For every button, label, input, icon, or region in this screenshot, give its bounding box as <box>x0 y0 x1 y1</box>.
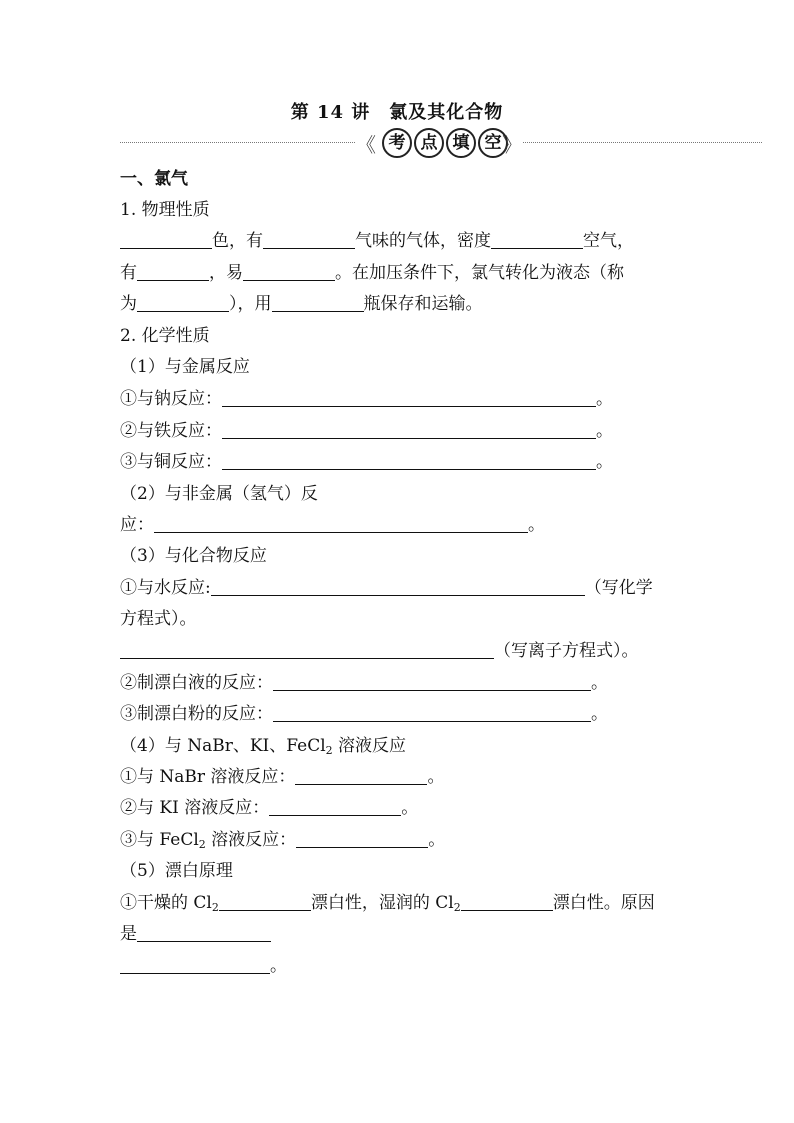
item-heading: （5）漂白原理 <box>120 861 233 881</box>
fill-blank[interactable] <box>137 923 271 942</box>
banner-char: 填 <box>446 128 476 158</box>
text-line: 应： 。 <box>120 515 545 535</box>
banner-rule-left <box>120 142 355 143</box>
text-line: ②制漂白液的反应： 。 <box>120 673 608 693</box>
fill-blank[interactable] <box>243 262 335 281</box>
banner-char: 考 <box>382 128 412 158</box>
banner-label <box>382 128 510 158</box>
text-line: ③制漂白粉的反应： 。 <box>120 704 608 724</box>
item-heading: （1）与金属反应 <box>120 357 250 377</box>
fill-blank[interactable] <box>491 230 583 249</box>
fill-blank[interactable] <box>272 293 364 312</box>
text-line: 为 ），用 瓶保存和运输。 <box>120 294 483 314</box>
banner-char: 空 <box>478 128 508 158</box>
text-line: ①与水反应: （写化学 <box>120 578 653 598</box>
fill-blank[interactable] <box>263 230 355 249</box>
fill-blank[interactable] <box>296 829 428 848</box>
fill-blank[interactable] <box>154 514 528 533</box>
fill-blank[interactable] <box>137 262 209 281</box>
item-heading: （2）与非金属（氢气）反 <box>120 484 318 504</box>
fill-blank[interactable] <box>222 388 596 407</box>
item-heading: （3）与化合物反应 <box>120 546 267 566</box>
text-line: （写离子方程式）。 <box>120 640 639 662</box>
text-line: 有 ，易 。在加压条件下，氯气转化为液态（称 <box>120 263 624 283</box>
text-line: ①干燥的 $Cl_2$ 漂白性，湿润的 $Cl_2$ 漂白性。原因 <box>120 893 655 914</box>
text-line: ①与钠反应： 。 <box>120 389 613 409</box>
text-line: ②与铁反应： 。 <box>120 421 613 441</box>
fill-blank[interactable] <box>273 703 591 722</box>
banner-char: 点 <box>414 128 444 158</box>
text-line: 色，有 气味的气体，密度 空气， <box>120 230 634 252</box>
double-chevron-left-icon: 《 <box>356 133 376 157</box>
subsection-heading: 2. 化学性质 <box>120 326 210 346</box>
section-banner <box>120 126 762 160</box>
fill-blank[interactable] <box>219 892 311 911</box>
fill-blank[interactable] <box>295 766 427 785</box>
text-line: 。 <box>120 955 287 977</box>
double-chevron-right-icon: 》 <box>502 133 522 157</box>
fill-blank[interactable] <box>222 420 596 439</box>
fill-blank[interactable] <box>211 577 585 596</box>
text-line: 方程式）。 <box>120 609 197 629</box>
text-line: 是 <box>120 923 271 945</box>
text-line: ③与铜反应： 。 <box>120 452 613 472</box>
page-title: 第 14 讲 氯及其化合物 <box>290 102 504 123</box>
text-line: ③与 FeCl$_2$ 溶液反应： 。 <box>120 830 446 851</box>
fill-blank[interactable] <box>120 230 212 249</box>
fill-blank[interactable] <box>269 797 401 816</box>
section-heading: 一、氯气 <box>120 169 188 189</box>
fill-blank[interactable] <box>120 955 270 974</box>
text-line: ①与 NaBr 溶液反应： 。 <box>120 767 445 787</box>
item-heading: （4）与 NaBr、KI、FeCl$_2$ 溶液反应 <box>120 736 407 757</box>
fill-blank[interactable] <box>461 892 553 911</box>
banner-rule-right <box>523 142 762 143</box>
subsection-heading: 1. 物理性质 <box>120 200 210 220</box>
fill-blank[interactable] <box>273 672 591 691</box>
fill-blank[interactable] <box>137 293 229 312</box>
fill-blank[interactable] <box>222 451 596 470</box>
text-line: ②与 KI 溶液反应： 。 <box>120 798 419 818</box>
fill-blank[interactable] <box>120 640 494 659</box>
